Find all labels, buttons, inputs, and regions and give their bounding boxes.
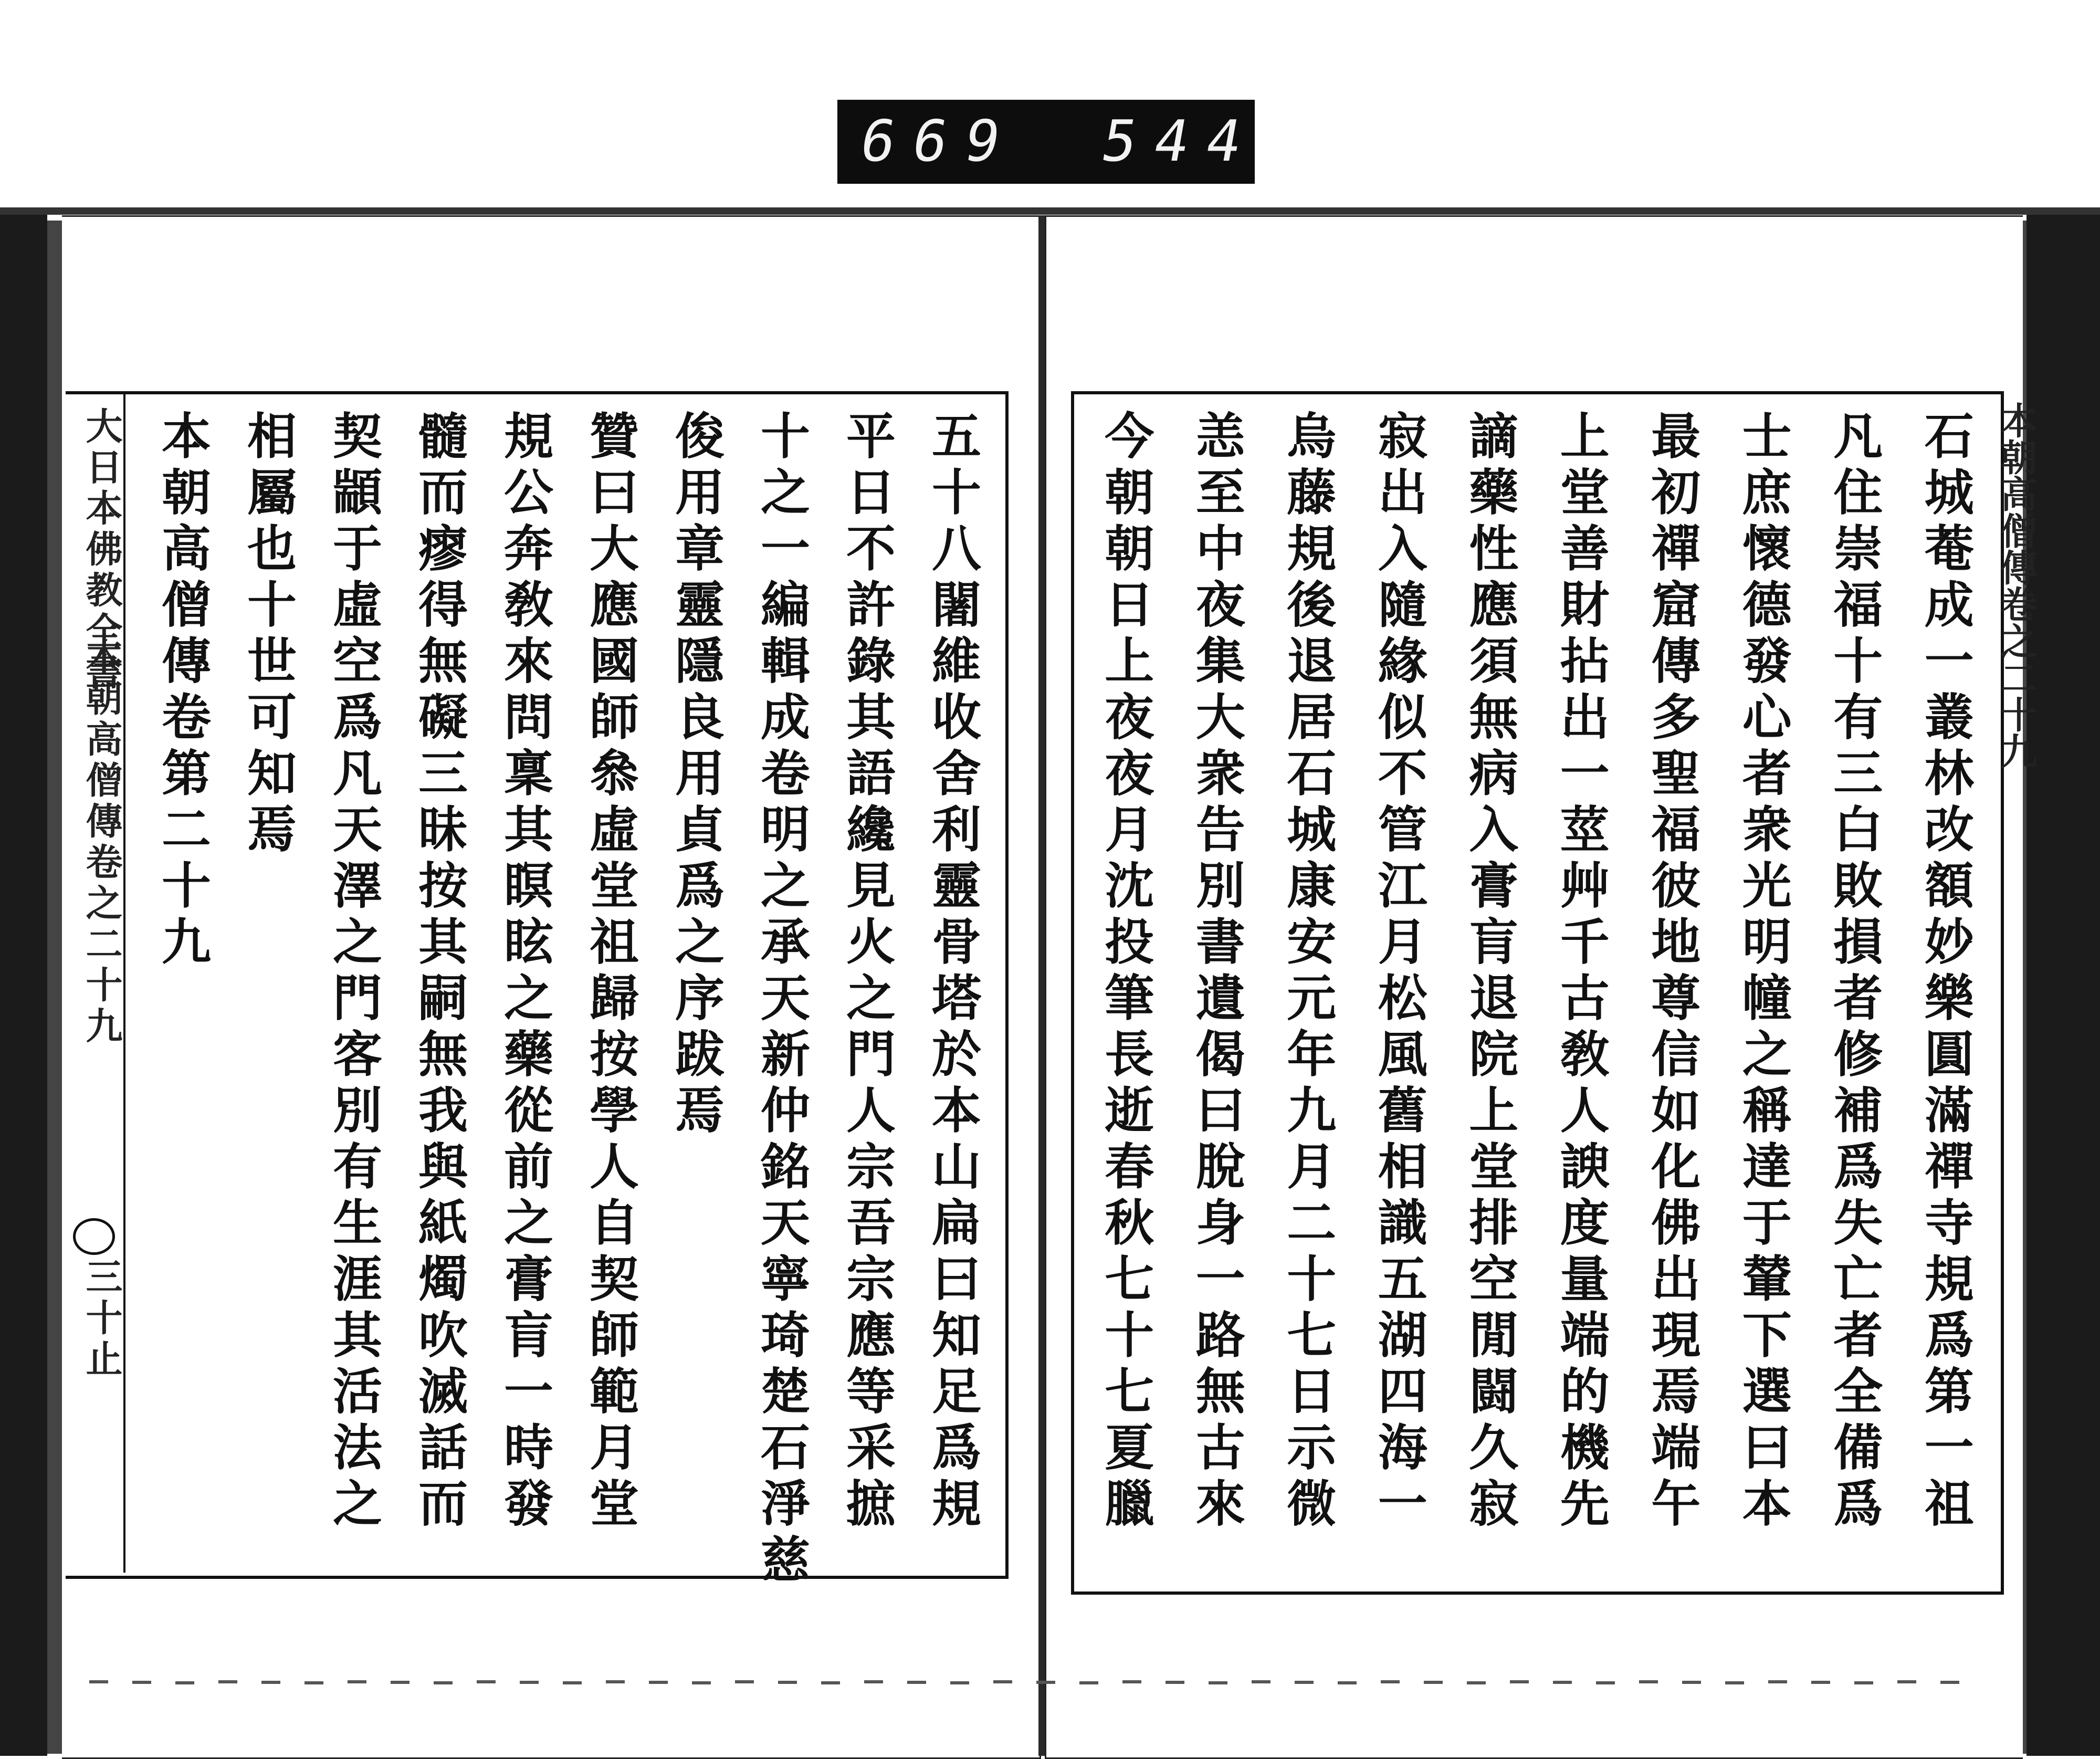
dash-mark (735, 1680, 754, 1683)
dash-mark (993, 1680, 1012, 1683)
catalog-label (837, 100, 1265, 184)
left-page-column-3: 十之一編輯成卷明之承天新仲銘天寧琦楚石淨慈 (752, 410, 810, 1590)
dash-mark (304, 1681, 323, 1684)
right-page-column-2: 凡住崇福十有三白敗損者修補爲失亡者全備爲 (1824, 410, 1883, 1534)
dash-mark (1553, 1681, 1572, 1684)
dash-mark (520, 1681, 539, 1684)
left-page-column-8: 契顓于虛空爲凡天澤之門客別有生涯其活法之 (324, 410, 382, 1534)
dash-mark (218, 1680, 237, 1683)
next-page-edge (1990, 391, 2038, 1588)
dash-mark (778, 1681, 797, 1684)
dash-mark (692, 1681, 711, 1684)
left-page-column-4: 俊用章靈隱良用貞爲之序跋焉 (666, 410, 724, 1140)
dash-mark (864, 1680, 883, 1683)
dash-mark (1338, 1681, 1357, 1684)
left-page-column-10: 本朝高僧傳卷第二十九 (153, 410, 211, 972)
left-page-column-5: 贊曰大應國師叅虛堂祖歸按學人自契師範月堂 (581, 410, 639, 1534)
left-page-column-6: 規公奔敎來問稟其瞑眩之藥從前之膏肓一時發 (495, 410, 553, 1534)
dash-mark (1682, 1681, 1701, 1684)
left-page-column-7: 髓而瘳得無礙三昧按其嗣無我與紙燭吹滅話而 (410, 410, 468, 1534)
right-page-column-7: 寂出入隨緣似不管江月松風舊相識五湖四海一 (1369, 410, 1427, 1534)
right-page-column-4: 最初禪窟傳多聖福彼地尊信如化佛出現焉端午 (1642, 410, 1700, 1534)
dash-mark (1252, 1680, 1270, 1683)
page-number: 三十止 (80, 1258, 123, 1380)
dash-mark (434, 1681, 453, 1684)
right-page-column-8: 烏藤規後退居石城康安元年九月二十七日示微 (1278, 410, 1336, 1534)
dash-mark (1079, 1681, 1098, 1684)
scan-edge-left (0, 210, 47, 1756)
right-page-column-10: 今朝朝日上夜夜月沈投筆長逝春秋七十七夏臘 (1096, 410, 1154, 1534)
dash-mark (649, 1681, 668, 1684)
dash-mark (1768, 1680, 1787, 1683)
dash-mark (1596, 1681, 1615, 1684)
dash-mark (606, 1680, 625, 1683)
scan-top-edge (0, 207, 2100, 215)
dash-mark (1725, 1681, 1744, 1684)
catalog-number-right: 544 (1097, 109, 1265, 174)
dash-mark (477, 1680, 496, 1683)
scan-edge-left-inner (47, 221, 63, 1754)
left-page-column-2: 平日不許錄其語纔見火之門人宗吾宗應等采摭 (837, 410, 896, 1534)
catalog-number-left: 669 (855, 109, 1023, 174)
dash-mark (1166, 1681, 1184, 1684)
next-page-edge-text: 本朝高僧傳卷之二十九 (1994, 402, 2038, 769)
dash-mark (1897, 1680, 1916, 1683)
dash-mark (1295, 1681, 1314, 1684)
dash-mark (1510, 1680, 1529, 1683)
collection-title: 大日本佛教全書 (80, 407, 123, 694)
dash-mark (1854, 1681, 1873, 1684)
dash-mark (563, 1681, 582, 1684)
right-text-frame (1071, 391, 2004, 1595)
left-page-column-1: 五十八闍維收舍利靈骨塔於本山扁曰知足爲規 (923, 410, 981, 1534)
dash-mark (348, 1680, 366, 1683)
dash-mark (1036, 1681, 1055, 1684)
dash-mark (261, 1681, 280, 1684)
dash-mark (1424, 1681, 1443, 1684)
dash-mark (132, 1681, 151, 1684)
dash-mark (1811, 1681, 1830, 1684)
dash-mark (89, 1680, 108, 1683)
dash-mark (175, 1681, 194, 1684)
right-page-column-6: 謫藥性應須無病入膏肓退院上堂排空閒闘久寂 (1460, 410, 1518, 1534)
dash-mark (1122, 1680, 1141, 1683)
left-text-frame (66, 391, 1009, 1590)
dash-mark (1467, 1681, 1486, 1684)
dash-mark (907, 1681, 926, 1684)
right-page-column-1: 石城菴成一叢林改額妙樂圓滿禪寺規爲第一祖 (1916, 410, 1974, 1534)
dash-mark (821, 1681, 840, 1684)
section-title: 本朝高僧傳卷之二十九 (80, 638, 123, 1048)
right-page-column-3: 士庶懷德發心者衆光明幢之稱達于輦下選曰本 (1734, 410, 1792, 1534)
dash-mark (950, 1681, 969, 1684)
dash-mark (391, 1681, 410, 1684)
right-page-column-9: 恙至中夜集大衆告別書遺偈曰脫身一路無古來 (1187, 410, 1245, 1534)
dash-mark (1209, 1681, 1227, 1684)
right-page-column-5: 上堂善財拈出一莖艸千古敎人諛度量端的機先 (1551, 410, 1610, 1534)
dash-mark (1940, 1681, 1959, 1684)
left-page-column-9: 相屬也十世可知焉 (238, 410, 297, 860)
dash-mark (1639, 1680, 1658, 1683)
dash-mark (1381, 1680, 1400, 1683)
